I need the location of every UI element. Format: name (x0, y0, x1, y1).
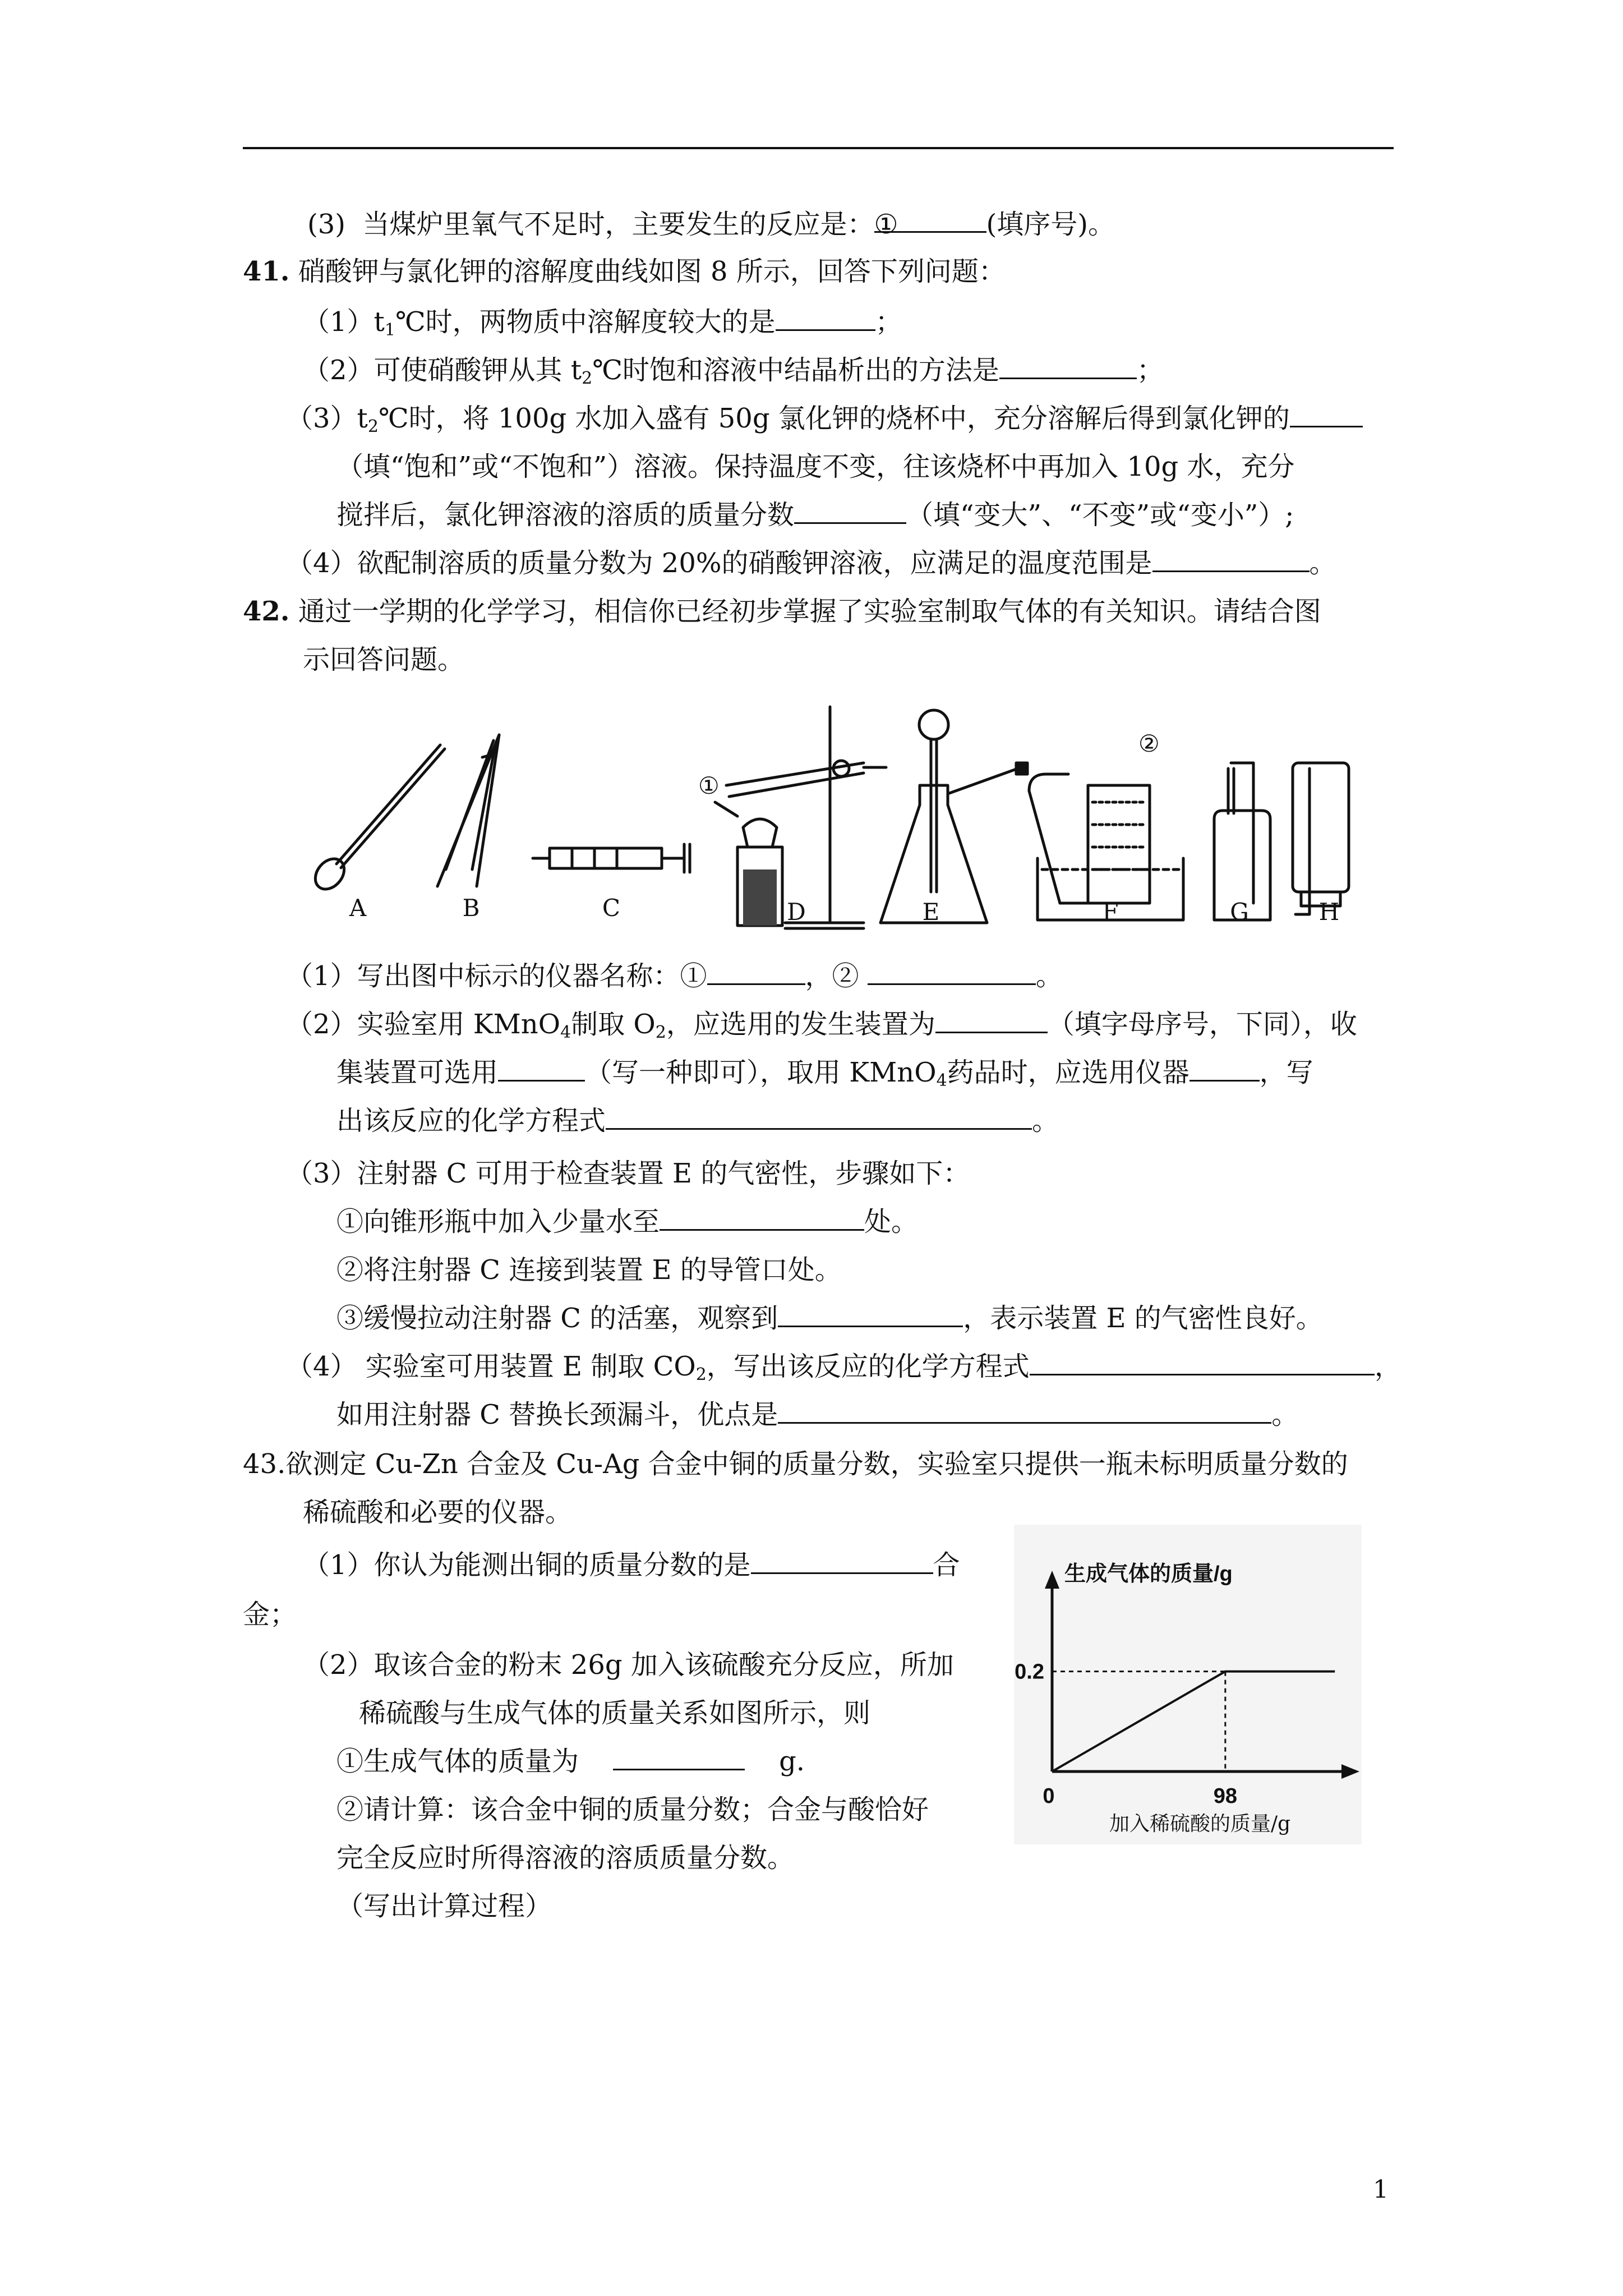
q43-stem-line1: 43.欲测定 Cu-Zn 合金及 Cu-Ag 合金中铜的质量分数，实验室只提供一瓶未标明质量分数的 (243, 1448, 1348, 1480)
apparatus-e-conical-flask (880, 710, 1027, 923)
question-number: 43. (243, 1448, 286, 1480)
page-number: 1 (1373, 2175, 1389, 2204)
answer-blank[interactable] (498, 1055, 585, 1082)
answer-blank[interactable] (751, 1548, 933, 1574)
q42-part4-line1: （4） 实验室可用装置 E 制取 $CO_2$，写出该反应的化学方程式 ， (286, 1349, 1401, 1384)
apparatus-a-spoon (310, 745, 445, 895)
apparatus-label-g: G (1230, 898, 1249, 926)
q42-part1: （1）写出图中标示的仪器名称：① ，② 。 (286, 958, 1063, 994)
chart-y-tick: 0.2 (1015, 1660, 1044, 1684)
q41-part1: $(1)t_1℃$时，两物质中溶解度较大的是 ； (303, 304, 902, 340)
chart-series-line (1052, 1672, 1335, 1772)
q41-part3-line2: （填“饱和”或“不饱和”）溶液。保持温度不变，往该烧杯中再加入 10g 水，充分 (336, 451, 1295, 482)
q43-part2-step2-line1: ②请计算：该合金中铜的质量分数；合金与酸恰好 (336, 1794, 929, 1825)
answer-blank[interactable] (1189, 1055, 1260, 1082)
q42-part2-line3: 出该反应的化学方程式 。 (336, 1103, 1059, 1139)
q43-part2-step1: ①生成气体的质量为 g. (336, 1743, 805, 1779)
q43-part2-line1: （2）取该合金的粉末 26g 加入该硫酸充分反应，所加 (303, 1649, 954, 1681)
q42-stem-line1: 42. 通过一学期的化学学习，相信你已经初步掌握了实验室制取气体的有关知识。请结合图 (243, 596, 1321, 627)
answer-blank[interactable] (1030, 1349, 1375, 1375)
q41-part3-line3: 搅拌后，氯化钾溶液的溶质的质量分数 （填“变大”、“不变”或“变小”）; (336, 497, 1294, 533)
q40-part3-line: (3) 当煤炉里氧气不足时，主要发生的反应是：① (填序号)。 (307, 206, 1115, 242)
q42-part3-step2: ②将注射器 C 连接到装置 E 的导管口处。 (336, 1254, 842, 1286)
apparatus-label-c: C (602, 894, 621, 922)
answer-filled: ① (874, 209, 898, 240)
answer-blank[interactable] (1152, 546, 1310, 572)
apparatus-c-syringe (533, 844, 690, 872)
q41-part4: （4）欲配制溶质的质量分数为 20%的硝酸钾溶液，应满足的温度范围是 。 (286, 545, 1336, 581)
q43-part2-step3: （写出计算过程） (336, 1890, 552, 1922)
q42-part3-step1: ①向锥形瓶中加入少量水至 处。 (336, 1204, 918, 1240)
chart-x-tick: 98 (1213, 1784, 1237, 1808)
apparatus-label-e: E (922, 898, 940, 926)
apparatus-d-heating-setup (715, 707, 886, 928)
q42-part3: （3）注射器 C 可用于检查装置 E 的气密性，步骤如下： (286, 1158, 970, 1189)
apparatus-label-a: A (349, 894, 367, 922)
question-number: 42. (243, 596, 290, 627)
answer-blank[interactable] (613, 1744, 745, 1770)
gas-mass-chart (1014, 1525, 1362, 1844)
q43-part2-line2: 稀硫酸与生成气体的质量关系如图所示，则 (359, 1697, 871, 1729)
answer-blank[interactable] (776, 305, 875, 331)
q42-part4-line2: 如用注射器 C 替换长颈漏斗，优点是 。 (336, 1397, 1298, 1433)
apparatus-label-b: B (462, 894, 480, 922)
apparatus-label-d: D (787, 898, 806, 926)
q41-part3-line1: $(3)t_2℃$时，将 100g 水加入盛有 50g 氯化钾的烧杯中，充分溶解后得到氯化钾的 (286, 401, 1363, 436)
answer-blank[interactable] (794, 498, 906, 524)
chart-y-axis-label: 生成气体的质量/g (1064, 1562, 1233, 1586)
answer-blank[interactable] (778, 1397, 1271, 1424)
question-number: 41. (243, 256, 290, 287)
q42-part2-line1: （2）实验室用 KMnO$_4$制取 $O_2$，应选用的发生装置为 （填字母序号，下同），收 (286, 1006, 1357, 1042)
chart-x-axis-arrow (1341, 1764, 1359, 1779)
apparatus-g-gas-bottle (1214, 763, 1270, 920)
gas-mass-graph (1014, 1525, 1362, 1844)
answer-blank[interactable] (868, 959, 1036, 985)
answer-blank[interactable] (935, 1007, 1048, 1033)
q43-part1-line1: （1）你认为能测出铜的质量分数的是 合 (303, 1547, 960, 1583)
answer-blank[interactable] (999, 353, 1137, 379)
chart-x-axis-label: 加入稀硫酸的质量/g (1109, 1812, 1291, 1835)
apparatus-h-collection-bottle (1293, 763, 1349, 914)
q41-part2: （2）可使硝酸钾从其 $t_2℃$时饱和溶液中结晶析出的方法是 ； (303, 352, 1164, 388)
header-rule (243, 147, 1394, 149)
answer-blank[interactable] (606, 1103, 1032, 1130)
answer-blank[interactable] (707, 959, 805, 985)
lab-apparatus-figure (303, 701, 1396, 942)
apparatus-label-h: H (1318, 898, 1340, 926)
apparatus-b-tweezers (437, 735, 499, 886)
answer-blank[interactable] (660, 1204, 864, 1231)
q41-stem: 41. 硝酸钾与氯化钾的溶解度曲线如图 8 所示，回答下列问题： (243, 256, 1006, 287)
q42-part3-step3: ③缓慢拉动注射器 C 的活塞，观察到 ，表示装置 E 的气密性良好。 (336, 1300, 1323, 1336)
apparatus-mark-1: ① (698, 772, 720, 799)
q43-stem-line2: 稀硫酸和必要的仪器。 (303, 1497, 573, 1528)
answer-blank[interactable] (778, 1301, 963, 1327)
q43-part2-step2-line2: 完全反应时所得溶液的溶质质量分数。 (336, 1842, 795, 1874)
apparatus-label-f: F (1102, 898, 1119, 926)
apparatus-mark-2: ② (1138, 730, 1160, 757)
chart-y-axis-arrow (1045, 1571, 1059, 1589)
answer-blank[interactable] (1290, 401, 1363, 427)
chart-origin-label: 0 (1043, 1784, 1055, 1808)
q43-part1-line2: 金； (243, 1599, 297, 1630)
q42-stem-line2: 示回答问题。 (303, 644, 465, 675)
q42-part2-line2: 集装置可选用 （写一种即可），取用 KMnO$_4$药品时，应选用仪器 ，写 (336, 1055, 1313, 1091)
